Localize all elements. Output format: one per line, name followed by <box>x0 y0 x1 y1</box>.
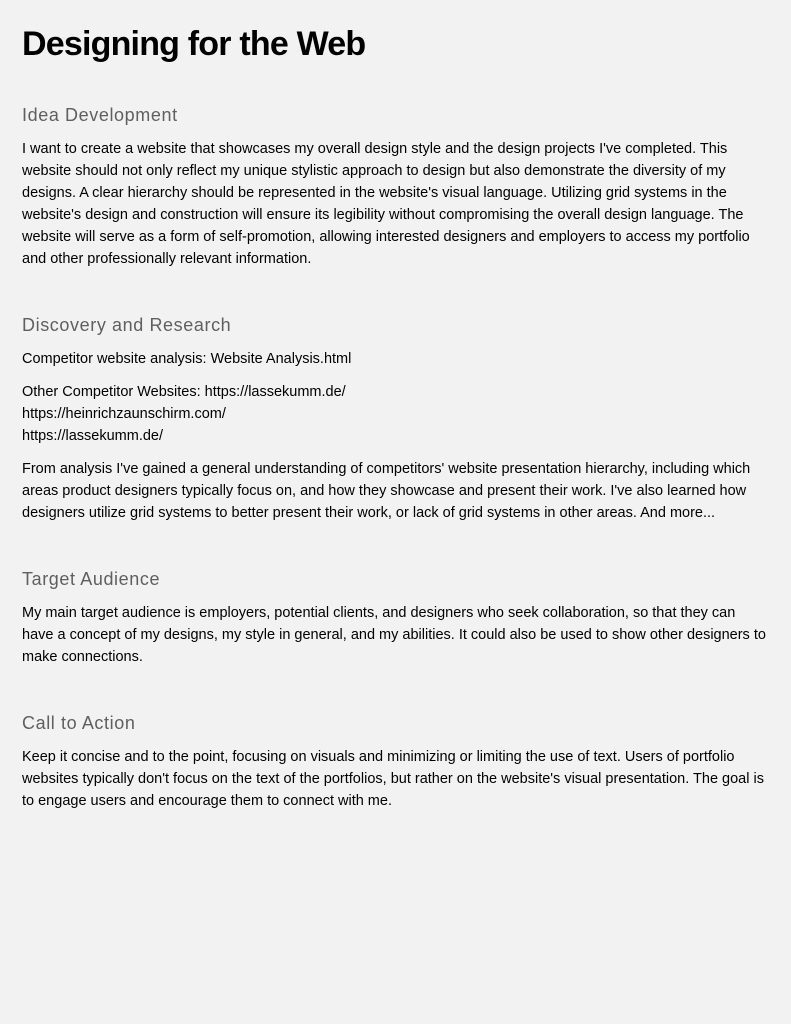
competitor-link-lassekumm[interactable]: https://lassekumm.de/ <box>204 384 346 400</box>
section-idea-development <box>22 104 769 270</box>
other-competitors-label: Other Competitor Websites: <box>22 384 205 400</box>
section-heading-idea-development: Idea Development <box>22 105 178 125</box>
idea-development-paragraph: I want to create a website that showcases my overall design style and the design projects I've completed. This website should not only reflect my unique stylistic approach to design but also demonstrate the diversity of my designs. A clear hierarchy should be represented in the website's visual language. Utilizing grid systems in the website's design and construction will ensure its legibility without compromising the overall design language. The website will serve as a form of self-promotion, allowing interested designers and employers to access my portfolio and other professionally relevant information. <box>22 141 750 267</box>
competitor-analysis-line <box>22 348 769 370</box>
section-heading-discovery-research: Discovery and Research <box>22 315 232 335</box>
call-to-action-paragraph: Keep it concise and to the point, focusing on visuals and minimizing or limiting the use of text. Users of portfolio websites typically don't focus on the text of the portfolios, but rather on the website's visual presentation. The goal is to engage users and encourage them to connect with me. <box>22 749 764 809</box>
other-competitors-first-line <box>22 381 769 403</box>
other-competitors-block <box>22 381 769 447</box>
section-heading-target-audience: Target Audience <box>22 569 161 589</box>
competitor-link-lassekumm-2[interactable]: https://lassekumm.de/ <box>22 428 164 444</box>
target-audience-paragraph: My main target audience is employers, potential clients, and designers who seek collaboration, so that they can have a concept of my designs, my style in general, and my abilities. It could also be used to show other designers to make connections. <box>22 605 766 665</box>
section-call-to-action <box>22 712 769 812</box>
website-analysis-link[interactable]: Website Analysis.html <box>210 351 352 367</box>
discovery-research-paragraph: From analysis I've gained a general understanding of competitors' website presentation hierarchy, including which areas product designers typically focus on, and how they showcase and present their work. I've also learned how designers utilize grid systems to better present their work, or lack of grid systems in other areas. And more... <box>22 461 751 521</box>
page-title: Designing for the Web <box>22 25 366 63</box>
section-discovery-research <box>22 314 769 524</box>
competitor-link-heinrichzaunschirm[interactable]: https://heinrichzaunschirm.com/ <box>22 406 226 422</box>
section-heading-call-to-action: Call to Action <box>22 713 136 733</box>
section-target-audience <box>22 568 769 668</box>
competitor-analysis-label: Competitor website analysis: <box>22 351 211 367</box>
